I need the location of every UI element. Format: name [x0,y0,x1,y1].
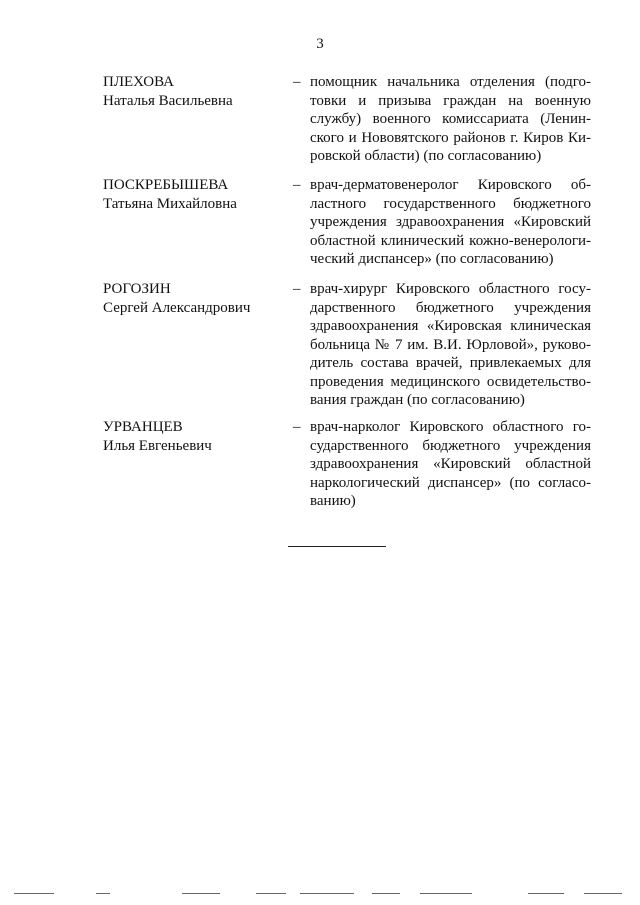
position-line: службу) военного комиссариата (Ленин- [310,111,591,127]
scan-artifact-line [300,893,354,894]
member-given-names: Татьяна Михайловна [103,195,237,212]
scan-artifact-line [96,893,110,894]
position-line: здравоохранения «Кировская клиническая [310,318,591,334]
member-position [310,73,591,166]
member-name [103,280,283,317]
scan-artifact-line [372,893,400,894]
position-line: дарственного бюджетного учреждения [310,299,591,316]
position-line: вания граждан (по согласованию) [310,392,525,408]
position-line: больница № 7 им. В.И. Юрловой», руково- [310,336,591,353]
scan-artifact-line [256,893,286,894]
position-line: учреждения здравоохранения «Кировский [310,214,591,230]
position-line: ластного государственного бюджетного [310,195,591,212]
member-given-names: Наталья Васильевна [103,92,233,109]
member-position [310,418,591,511]
member-surname: УРВАНЦЕВ [103,419,183,435]
member-position [310,176,591,269]
position-line: областной клинический кожно-венерологи- [310,232,591,249]
member-given-names: Илья Евгеньевич [103,437,212,454]
position-line: врач-хирург Кировского областного госу- [310,281,591,297]
position-line: здравоохранения «Кировский областной [310,456,591,472]
entry-dash: – [293,419,301,435]
entry-dash: – [293,177,301,193]
member-surname: ПЛЕХОВА [103,74,174,90]
member-name [103,176,283,213]
scan-artifact-line [420,893,472,894]
member-surname: РОГОЗИН [103,281,171,297]
position-line: ровской области) (по согласованию) [310,148,542,164]
position-line: товки и призыва граждан на военную [310,92,591,109]
position-line: помощник начальника отделения (подго- [310,74,591,90]
position-line: дитель состава врачей, привлекаемых для [310,355,591,371]
entry-dash: – [293,74,301,90]
page-number: 3 [316,36,324,52]
scan-artifact-line [14,893,54,894]
position-line: ческий диспансер» (по согласованию) [310,251,554,267]
member-surname: ПОСКРЕБЫШЕВА [103,177,229,193]
end-of-list-rule [288,546,386,547]
member-position [310,280,591,410]
member-name [103,73,283,110]
position-line: ванию) [310,493,356,509]
entry-dash: – [293,281,301,297]
position-line: врач-дерматовенеролог Кировского об- [310,177,591,193]
member-given-names: Сергей Александрович [103,299,251,316]
position-line: ского и Нововятского районов г. Киров Ки- [310,129,591,146]
position-line: врач-нарколог Кировского областного го- [310,419,591,435]
scan-artifact-line [182,893,220,894]
scan-artifact-line [584,893,622,894]
position-line: проведения медицинского освидетельство- [310,373,591,390]
position-line: наркологический диспансер» (по согласо- [310,474,591,491]
scan-artifact-line [528,893,564,894]
position-line: сударственного бюджетного учреждения [310,437,591,454]
member-name [103,418,283,455]
